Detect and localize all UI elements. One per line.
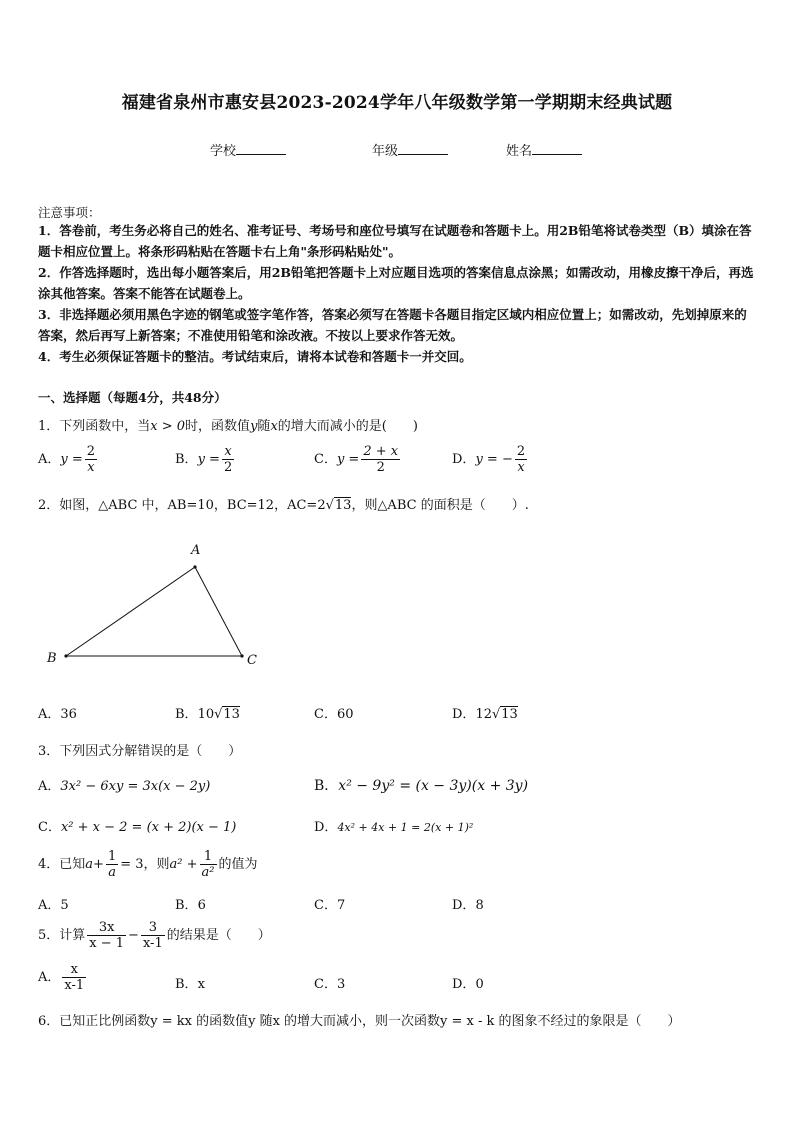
q4-option-a[interactable] (38, 894, 69, 913)
school-blank (236, 143, 286, 155)
fraction (515, 444, 527, 475)
q2-radicand: 13 (334, 498, 352, 513)
option-lhs: y = (60, 452, 83, 467)
option-text: 0 (475, 977, 484, 992)
q4-text: 4．已知 (38, 857, 86, 872)
q1-option-c[interactable] (314, 444, 402, 475)
option-text: 36 (60, 707, 77, 722)
option-text: 3 (336, 977, 346, 992)
fraction (106, 849, 118, 880)
numerator: 3 (148, 920, 157, 935)
option-radicand: 13 (501, 707, 518, 722)
note-item: 2．作答选择题时，选出每小题答案后，用2B铅笔把答题卡上对应题目选项的答案信息点涂黑；如需改动，用橡皮擦干净后，再选涂其他答案。答案不能答在试题卷上。 (38, 265, 754, 301)
name-field (506, 140, 582, 159)
q2-option-a[interactable] (38, 703, 77, 722)
option-text: x (197, 977, 205, 992)
option-text: 8 (475, 898, 484, 913)
option-label: B． (175, 977, 198, 992)
q3-option-a[interactable] (38, 775, 210, 794)
q5-text: 5．计算 (38, 928, 86, 943)
q5-option-a[interactable] (38, 962, 88, 993)
fraction (200, 849, 217, 880)
page-title: 福建省泉州市惠安县2023-2024学年八年级数学第一学期期末经典试题 (121, 93, 673, 113)
school-label: 学校 (210, 144, 237, 159)
option-text: 7 (336, 898, 346, 913)
q1-var-y: y (250, 419, 258, 434)
option-radicand: 13 (223, 707, 240, 722)
triangle-abc (66, 567, 242, 656)
option-text: 3x² − 6xy = 3x(x − 2y) (60, 779, 211, 794)
label-c: C (247, 653, 257, 668)
option-label: C． (314, 977, 337, 992)
grade-label: 年级 (372, 144, 399, 159)
q4-text: ，则 (143, 857, 170, 872)
school-field (210, 140, 286, 159)
option-label: B． (175, 707, 198, 722)
option-label: D． (452, 707, 476, 722)
q4-option-c[interactable] (314, 894, 345, 913)
label-b: B (47, 651, 57, 666)
option-label: A． (38, 898, 61, 913)
q4-text: 的值为 (218, 857, 258, 872)
denominator: a² (201, 865, 215, 880)
q2-coef: 2 (317, 498, 326, 513)
option-label: C． (314, 707, 337, 722)
q1-text: 时，函数值 (185, 419, 251, 434)
numerator: 2 + x (363, 444, 399, 459)
q2-text: ，则△ABC 的面积是（ ）. (351, 498, 529, 513)
denominator: 2 (223, 460, 233, 475)
fraction (141, 920, 165, 951)
grade-blank (398, 143, 448, 155)
q1-text: 随 (257, 419, 271, 434)
option-label: C． (314, 898, 337, 913)
option-coef: 12 (475, 707, 492, 722)
q1-text: 的增大而减小的是( ) (277, 419, 418, 434)
option-label: B． (175, 898, 198, 913)
q3-option-c[interactable] (38, 816, 236, 835)
denominator: a (106, 864, 118, 880)
q2-option-b[interactable]: B．10√13 (175, 707, 240, 722)
denominator: 2 (361, 459, 400, 475)
option-label: B． (175, 452, 198, 467)
option-label: A． (38, 707, 61, 722)
option-label: D． (452, 452, 476, 467)
option-lhs: y = − (475, 452, 513, 467)
q1-option-b[interactable] (175, 444, 236, 475)
q5-option-d[interactable] (452, 973, 484, 992)
option-text: 6 (197, 898, 206, 913)
numerator: x (70, 962, 78, 977)
q4-var: a (85, 857, 94, 872)
denominator: x (85, 459, 97, 475)
q5-option-b[interactable] (175, 973, 205, 992)
q1-option-a[interactable] (38, 444, 99, 475)
denominator: x-1 (64, 978, 85, 993)
fraction (62, 962, 86, 993)
fraction (87, 920, 126, 951)
fraction (85, 444, 97, 475)
option-label: C． (38, 820, 61, 835)
q4-option-d[interactable] (452, 894, 484, 913)
q5-minus: − (128, 928, 139, 943)
q5-option-c[interactable] (314, 973, 345, 992)
option-label: A． (38, 970, 61, 985)
numerator: 2 (86, 444, 96, 459)
name-label: 姓名 (506, 144, 533, 159)
q1-condition: x > 0 (150, 419, 186, 434)
q2-text: 2．如图，△ABC 中，AB=10，BC=12，AC= (38, 498, 318, 513)
option-label: D． (452, 898, 476, 913)
fraction (222, 444, 234, 475)
question-6-stem: 6．已知正比例函数y = kx 的函数值y 随x 的增大而减小，则一次函数y = x - k 的图象不经过的象限是（ ） (38, 1014, 681, 1029)
section-heading: 一、选择题（每题4分，共48分） (38, 390, 227, 405)
option-label: C． (314, 452, 337, 467)
note-item: 1．答卷前，考生务必将自己的姓名、准考证号、考场号和座位号填写在试题卷和答题卡上。用2B铅笔将试卷类型（B）填涂在答题卡相应位置上。将条形码粘贴在答题卡右上角"条形码粘贴处"。 (38, 223, 752, 259)
numerator: x (224, 444, 232, 459)
option-text: 4x² + 4x + 1 = 2(x + 1)² (337, 821, 474, 834)
option-label: A． (38, 452, 61, 467)
q4-plus: + (93, 857, 104, 872)
question-5-stem (38, 920, 271, 951)
q3-option-d[interactable] (314, 816, 473, 835)
note-item: 3．非选择题必须用黑色字迹的钢笔或签字笔作答，答案必须写在答题卡各题目指定区域内相应位置上；如需改动，先划掉原来的答案，然后再写上新答案；不准使用铅笔和涂改液。不按以上要求作答无效。 (38, 307, 747, 343)
q4-option-b[interactable] (175, 894, 206, 913)
q3-option-b[interactable] (314, 775, 528, 795)
name-blank (532, 143, 582, 155)
fraction (361, 444, 400, 475)
denominator: x (515, 459, 527, 475)
q5-text: 的结果是（ ） (166, 928, 271, 943)
option-lhs: y = (197, 452, 220, 467)
numerator: 2 (516, 444, 526, 459)
question-1-stem (38, 415, 418, 434)
question-2-stem: 2．如图，△ABC 中，AB=10，BC=12，AC=2√13，则△ABC 的面积是（ ）. (38, 498, 529, 513)
option-text: x² − 9y² = (x − 3y)(x + 3y) (338, 778, 529, 794)
vertex-a (193, 565, 196, 568)
option-text: 5 (60, 898, 69, 913)
q4-eq: = 3 (120, 857, 144, 872)
q2-option-d[interactable]: D．12√13 (452, 707, 518, 722)
denominator: x-1 (142, 936, 163, 951)
numerator: 1 (107, 849, 117, 864)
option-text: 60 (336, 707, 354, 722)
q1-text: 1．下列函数中，当 (38, 419, 151, 434)
triangle-figure (30, 535, 270, 675)
q1-option-d[interactable] (452, 444, 529, 475)
grade-field (372, 140, 448, 159)
option-label: A． (38, 779, 61, 794)
numerator: 1 (203, 849, 213, 864)
option-text: x² + x − 2 = (x + 2)(x − 1) (60, 820, 237, 835)
vertex-c (240, 654, 243, 657)
q4-expr: a² + (169, 857, 198, 872)
option-lhs: y = (336, 452, 360, 467)
note-item: 4．考生必须保证答题卡的整洁。考试结束后，请将本试卷和答题卡一并交回。 (38, 349, 472, 364)
option-label: B． (314, 778, 339, 794)
question-3-stem: 3．下列因式分解错误的是（ ） (38, 744, 242, 759)
denominator: x − 1 (89, 936, 125, 951)
option-label: D． (452, 977, 476, 992)
q1-var-x: x (270, 419, 278, 434)
notes-heading: 注意事项： (38, 205, 101, 220)
vertex-b (64, 654, 67, 657)
option-label: D． (314, 820, 338, 835)
q2-option-c[interactable] (314, 703, 354, 722)
label-a: A (191, 543, 201, 558)
numerator: 3x (98, 920, 115, 935)
option-coef: 10 (197, 707, 215, 722)
question-4-stem (38, 849, 258, 880)
